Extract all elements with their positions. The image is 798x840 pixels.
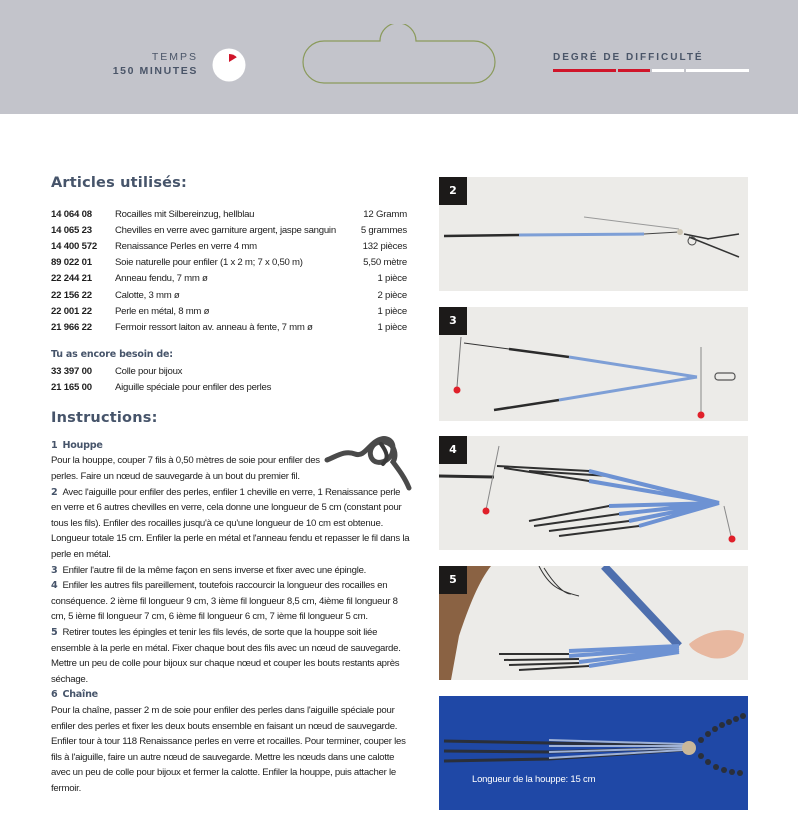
step-heading: Chaîne <box>62 689 98 701</box>
article-row <box>51 271 407 287</box>
step-badge: 4 <box>439 436 467 464</box>
article-row <box>51 206 407 222</box>
article-quantity: 1 pièce <box>377 305 407 317</box>
timer-pie-icon <box>212 48 246 82</box>
step-text: Enfiler l'autre fil de la même façon en sens inverse et fixer avec une épingle. <box>62 564 367 576</box>
step-number: 4 <box>51 580 58 592</box>
article-description: Rocailles mit Silbereinzug, hellblau <box>115 208 255 220</box>
tab-outline-shape <box>302 24 496 88</box>
article-row <box>51 303 407 319</box>
step-photo-5 <box>439 566 748 680</box>
step-number: 6 <box>51 689 58 701</box>
difficulty-segment <box>652 69 684 72</box>
article-row <box>51 255 407 271</box>
instruction-step <box>51 578 411 625</box>
article-row <box>51 222 407 238</box>
article-code: 89 022 01 <box>51 257 92 269</box>
photo-caption: Longueur de la houppe: 15 cm <box>472 774 596 785</box>
step-number: 1 <box>51 439 58 451</box>
article-code: 14 400 572 <box>51 240 98 252</box>
article-row <box>51 238 407 254</box>
article-quantity: 1 pièce <box>377 273 407 285</box>
instruction-step <box>51 563 411 579</box>
time-label: TEMPS <box>151 51 198 63</box>
article-row <box>51 319 407 335</box>
step-number: 2 <box>51 486 58 498</box>
header-banner <box>0 0 798 114</box>
step-text: Pour la chaîne, passer 2 m de soie pour enfiler des perles dans l'aiguille spéciale pour enfiler des perles et fixer les deux bouts ensemble en faisant un nœud de sauvegarde. Enfiler tour à tour 118 Renaissance perles en verre et rocailles. Pour terminer, couper les fils à l'aiguille, faire un autre nœud de sauvegarde. Mettre les nœuds dans une calotte avec un peu de colle pour bijoux et fermer la calotte. Enfiler la houppe, puis attacher le fermoir. <box>51 704 406 794</box>
time-value: 150 MINUTES <box>112 65 198 77</box>
article-row <box>51 287 407 303</box>
articles-table <box>51 206 407 336</box>
article-description: Perle en métal, 8 mm ø <box>115 305 210 317</box>
difficulty-segment <box>618 69 650 72</box>
article-code: 14 065 23 <box>51 224 92 236</box>
needed-row <box>51 380 407 396</box>
article-quantity: 5 grammes <box>360 224 407 236</box>
step-text: Retirer toutes les épingles et tenir les fils levés, de sorte que la houppe soit liée ensemble à la perle en métal. Fixer chaque bout des fils avec un nœud de sauvegarde. Mettre un peu de colle pour bijoux sur chaque nœud et couper les bouts restants après séchage. <box>51 627 401 685</box>
knot-icon <box>323 430 413 492</box>
articles-title: Articles utilisés: <box>51 175 188 191</box>
final-photo <box>439 696 748 810</box>
also-needed-title: Tu as encore besoin de: <box>51 348 173 360</box>
difficulty-segment <box>686 69 749 72</box>
article-code: 22 001 22 <box>51 305 92 317</box>
instruction-step <box>51 687 411 796</box>
step-photo-3 <box>439 307 748 421</box>
photo-5-image <box>439 566 748 680</box>
photo-2-image <box>439 177 748 291</box>
article-code: 14 064 08 <box>51 208 92 220</box>
article-code: 22 244 21 <box>51 273 92 285</box>
article-description: Chevilles en verre avec garniture argent, jaspe sanguin <box>115 224 336 236</box>
step-badge: 2 <box>439 177 467 205</box>
needed-description: Aiguille spéciale pour enfiler des perles <box>115 382 272 394</box>
needed-description: Colle pour bijoux <box>115 366 183 378</box>
step-badge: 3 <box>439 307 467 335</box>
final-photo-image <box>439 696 748 810</box>
article-description: Soie naturelle pour enfiler (1 x 2 m; 7 x 0,50 m) <box>115 257 303 269</box>
difficulty-block <box>553 52 749 72</box>
timer-face <box>213 49 246 82</box>
needed-code: 33 397 00 <box>51 366 92 378</box>
article-description: Fermoir ressort laiton av. anneau à fente, 7 mm ø <box>115 321 313 333</box>
step-heading: Houppe <box>62 439 103 451</box>
step-number: 3 <box>51 564 58 576</box>
photo-4-image <box>439 436 748 550</box>
article-quantity: 132 pièces <box>362 240 407 252</box>
needed-row <box>51 364 407 380</box>
needed-code: 21 165 00 <box>51 382 92 394</box>
step-photo-2 <box>439 177 748 291</box>
difficulty-label: DEGRÉ DE DIFFICULTÉ <box>553 52 704 63</box>
article-description: Renaissance Perles en verre 4 mm <box>115 240 257 252</box>
also-needed-table <box>51 364 407 396</box>
step-text: Enfiler les autres fils pareillement, toutefois raccourcir la longueur des rocailles en conséquence. 2 ième fil longueur 9 cm, 3 ième fil longueur 8,5 cm, 4ième fil longueur 8 cm, 5 ième fil longueur 7 cm, 6 ième fil longueur 6 cm, 7 ième fil longueur 5 cm. <box>51 580 398 623</box>
difficulty-segment <box>553 69 616 72</box>
article-code: 22 156 22 <box>51 289 92 301</box>
time-block <box>113 51 198 78</box>
step-badge: 5 <box>439 566 467 594</box>
difficulty-meter <box>553 69 749 72</box>
article-quantity: 1 pièce <box>377 321 407 333</box>
photo-3-image <box>439 307 748 421</box>
instruction-step <box>51 625 411 687</box>
step-text: Avec l'aiguille pour enfiler des perles, enfiler 1 cheville en verre, 1 Renaissance perle en verre et 6 autres chevilles en verre, cela donne une longueur de 5 cm (constant pour tous les fils). Enfiler des rocailles jusqu'à ce qu'une longueur de 10 cm est obtenue. Longueur totale 15 cm. Enfiler la perle en métal et l'anneau fendu et repasser le fil dans la perle en métal. <box>51 486 410 561</box>
instruction-step <box>51 438 326 485</box>
step-number: 5 <box>51 627 58 638</box>
instruction-step <box>51 485 411 563</box>
step-text: Pour la houppe, couper 7 fils à 0,50 mètres de soie pour enfiler des perles. Faire un nœud de sauvegarde à un bout du premier fil. <box>51 455 320 483</box>
step-photo-4 <box>439 436 748 550</box>
article-quantity: 12 Gramm <box>363 208 407 220</box>
article-description: Anneau fendu, 7 mm ø <box>115 273 208 285</box>
article-description: Calotte, 3 mm ø <box>115 289 180 301</box>
instructions-title: Instructions: <box>51 409 158 426</box>
article-quantity: 5,50 mètre <box>363 257 407 269</box>
article-code: 21 966 22 <box>51 321 92 333</box>
article-quantity: 2 pièce <box>377 289 407 301</box>
